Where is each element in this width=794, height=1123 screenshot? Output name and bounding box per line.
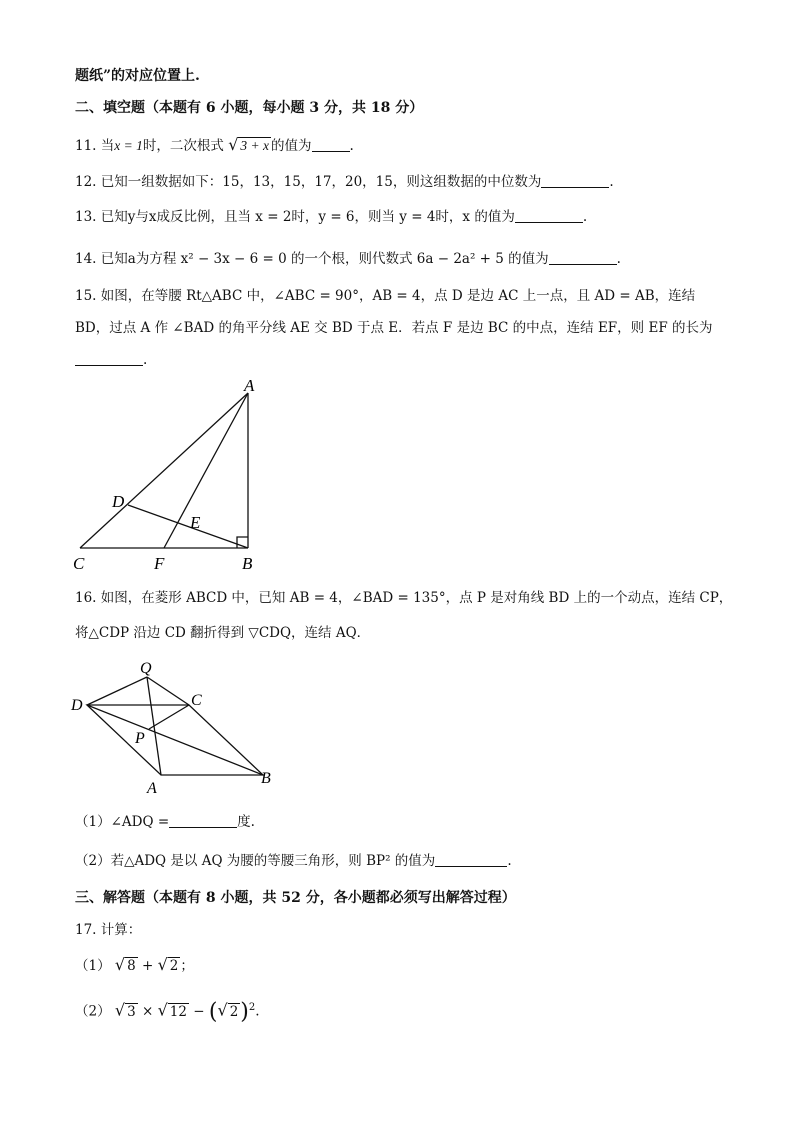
q11-post: 的值为 — [271, 138, 312, 154]
q16-part1-answer-blank[interactable] — [169, 813, 237, 828]
q17-part2-op2: − — [193, 1003, 205, 1020]
q16-line1: 如图，在菱形 ABCD 中，已知 AB = 4，∠BAD = 135°，点 P 是对角线 BD 上的一个动点，连结 CP， — [100, 590, 733, 606]
q13-answer-blank[interactable] — [515, 208, 583, 223]
q16-part2-post: . — [507, 853, 512, 869]
q17-part2-op1: × — [141, 1003, 154, 1020]
segment-ac — [80, 393, 248, 548]
q12-number: 12. — [75, 174, 97, 190]
q16-number: 16. — [75, 590, 97, 606]
label-p: P — [135, 730, 145, 747]
q13-number: 13. — [75, 209, 97, 225]
continuation-text: 题纸”的对应位置上. — [75, 68, 200, 84]
q17-part2-r2: 12 — [169, 1003, 187, 1020]
question-15-line1 — [75, 286, 695, 306]
label-d: D — [112, 492, 125, 511]
q17-part1-label: （1） — [75, 958, 111, 974]
question-13 — [75, 207, 587, 227]
q12-answer-blank[interactable] — [541, 173, 609, 188]
q11-radical — [228, 135, 271, 156]
question-16-line1 — [75, 588, 732, 608]
diagonal-bd — [87, 705, 263, 775]
segment-cp — [149, 705, 189, 729]
label-b: B — [242, 554, 253, 573]
q17-part2-r1: 3 — [127, 1003, 136, 1020]
q17-text: 计算： — [100, 922, 142, 938]
q14-number: 14. — [75, 251, 97, 267]
label-f: F — [154, 554, 165, 573]
q11-answer-blank[interactable] — [312, 137, 350, 152]
q17-part2-label: （2） — [75, 1003, 111, 1020]
q14-end: . — [616, 251, 621, 267]
label-d: D — [71, 697, 83, 714]
left-paren-icon: ( — [208, 999, 218, 1025]
question-15-line2: BD，过点 A 作 ∠BAD 的角平分线 AE 交 BD 于点 E．若点 F 是边 BC 的中点，连结 EF，则 EF 的长为 — [75, 320, 713, 336]
q15-line1: 如图，在等腰 Rt△ABC 中，∠ABC = 90°，AB = 4，点 D 是边 AC 上一点，且 AD = AB，连结 — [100, 288, 696, 304]
q16-part2 — [75, 851, 512, 871]
q17-part1-end: ； — [180, 958, 194, 974]
label-a: A — [244, 376, 255, 395]
label-e: E — [190, 513, 201, 532]
q17-part2-exp: 2 — [248, 1002, 256, 1013]
q17-part2-r3: 2 — [229, 1003, 239, 1020]
label-q: Q — [140, 660, 152, 677]
q11-mid: 时，二次根式 — [142, 138, 224, 154]
q12-end: . — [609, 174, 614, 190]
q11-radicand: 3 + x — [240, 138, 269, 153]
radical-sign-icon: √ — [157, 955, 168, 974]
q16-part1-post: 度. — [237, 814, 255, 830]
radical-sign-icon: √ — [114, 955, 126, 974]
q14-answer-blank[interactable] — [549, 250, 617, 265]
segment-dq — [87, 677, 147, 705]
label-a: A — [147, 780, 157, 797]
q15-figure — [60, 375, 280, 575]
q16-part2-answer-blank[interactable] — [435, 852, 507, 867]
q17-part1-op: + — [141, 958, 154, 974]
question-17 — [75, 920, 141, 940]
q11-number: 11. — [75, 138, 97, 154]
q17-number: 17. — [75, 922, 97, 938]
segment-qa — [147, 677, 161, 775]
question-11 — [75, 135, 354, 156]
q17-part2-end: . — [255, 1003, 260, 1020]
q17-part1 — [75, 955, 194, 976]
q15-answer-blank[interactable] — [75, 351, 143, 366]
q11-condition: x = 1 — [114, 138, 143, 153]
q17-part1-r2: 2 — [169, 958, 179, 974]
segment-af — [164, 393, 248, 548]
question-15-line3 — [75, 350, 147, 370]
question-16-line2: 将△CDP 沿边 CD 翻折得到 ▽CDQ，连结 AQ． — [75, 625, 371, 641]
radical-sign-icon: √ — [228, 135, 239, 154]
q11-pre: 当 — [100, 138, 115, 154]
right-paren-icon: ) — [240, 999, 249, 1025]
q13-text: 已知y与x成反比例，且当 x = 2时，y = 6，则当 y = 4时，x 的值为 — [100, 209, 515, 225]
q17-part2 — [75, 998, 260, 1023]
q16-part1-pre: （1）∠ADQ = — [75, 814, 170, 830]
q15-number: 15. — [75, 288, 97, 304]
section2-title: 二、填空题（本题有 6 小题，每小题 3 分，共 18 分） — [75, 100, 424, 116]
radical-sign-icon: √ — [114, 1000, 126, 1020]
q16-figure — [65, 655, 285, 800]
radical-sign-icon: √ — [157, 1000, 168, 1020]
q12-text: 已知一组数据如下：15，13，15，17，20，15，则这组数据的中位数为 — [100, 174, 542, 190]
q16-part2-pre: （2）若△ADQ 是以 AQ 为腰的等腰三角形，则 BP² 的值为 — [75, 853, 436, 869]
q16-part1 — [75, 812, 255, 832]
label-c: C — [73, 554, 85, 573]
section3-title: 三、解答题（本题有 8 小题，共 52 分，各小题都必须写出解答过程） — [75, 890, 516, 906]
question-14 — [75, 249, 621, 269]
radical-sign-icon: √ — [217, 1000, 228, 1020]
q14-text: 已知a为方程 x² − 3x − 6 = 0 的一个根，则代数式 6a − 2a² + 5 的值为 — [100, 251, 549, 267]
question-12 — [75, 172, 614, 192]
q17-part1-r1: 8 — [127, 958, 136, 974]
segment-qc — [147, 677, 189, 705]
q15-end: . — [143, 352, 148, 368]
label-b: B — [261, 770, 271, 787]
segment-bd — [128, 505, 248, 548]
q11-end: . — [349, 138, 354, 154]
label-c: C — [191, 692, 202, 709]
q13-end: . — [582, 209, 588, 225]
